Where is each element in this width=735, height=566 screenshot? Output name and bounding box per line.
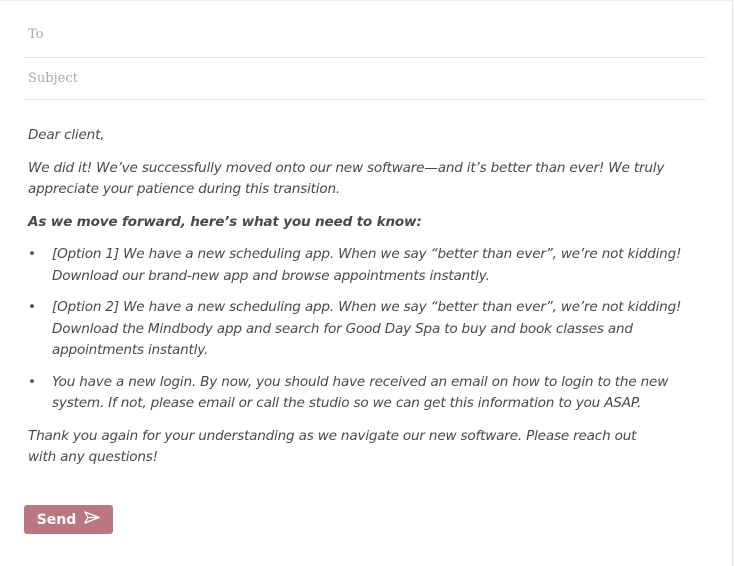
to-field[interactable]	[24, 11, 706, 57]
message-body[interactable]	[28, 125, 718, 480]
section-heading	[28, 212, 718, 234]
to-field-wrapper	[24, 11, 706, 58]
send-label: Send	[36, 511, 77, 528]
subject-field-wrapper	[24, 58, 706, 100]
bullet-list	[28, 244, 718, 415]
send-button[interactable]	[24, 505, 113, 534]
intro-paragraph: We did it! We’ve successfully moved onto our new software—and it’s better than ever! We truly appreciate your patience during this transition.	[28, 159, 665, 197]
closing-paragraph: Thank you again for your understanding as we navigate our new software. Please reach out with any questions!	[28, 427, 637, 465]
list-item: • You have a new login. By now, you should have received an email on how to login to the new system. If not, please email or call the studio so we can get this information to you ASAP.	[28, 372, 718, 415]
subject-field[interactable]	[24, 58, 706, 99]
section-heading-text: As we move forward, here’s what you need to know:	[28, 213, 422, 230]
paper-plane-icon	[84, 511, 100, 528]
list-item: • [Option 1] We have a new scheduling app. When we say “better than ever”, we’re not kidding! Download our brand-new app and browse appointments instantly.	[28, 244, 718, 287]
greeting: Dear client,	[28, 127, 105, 143]
list-item: • [Option 2] We have a new scheduling app. When we say “better than ever”, we’re not kidding! Download the Mindbody app and search for Good Day Spa to buy and book classes and appointments instantly.	[28, 297, 718, 362]
